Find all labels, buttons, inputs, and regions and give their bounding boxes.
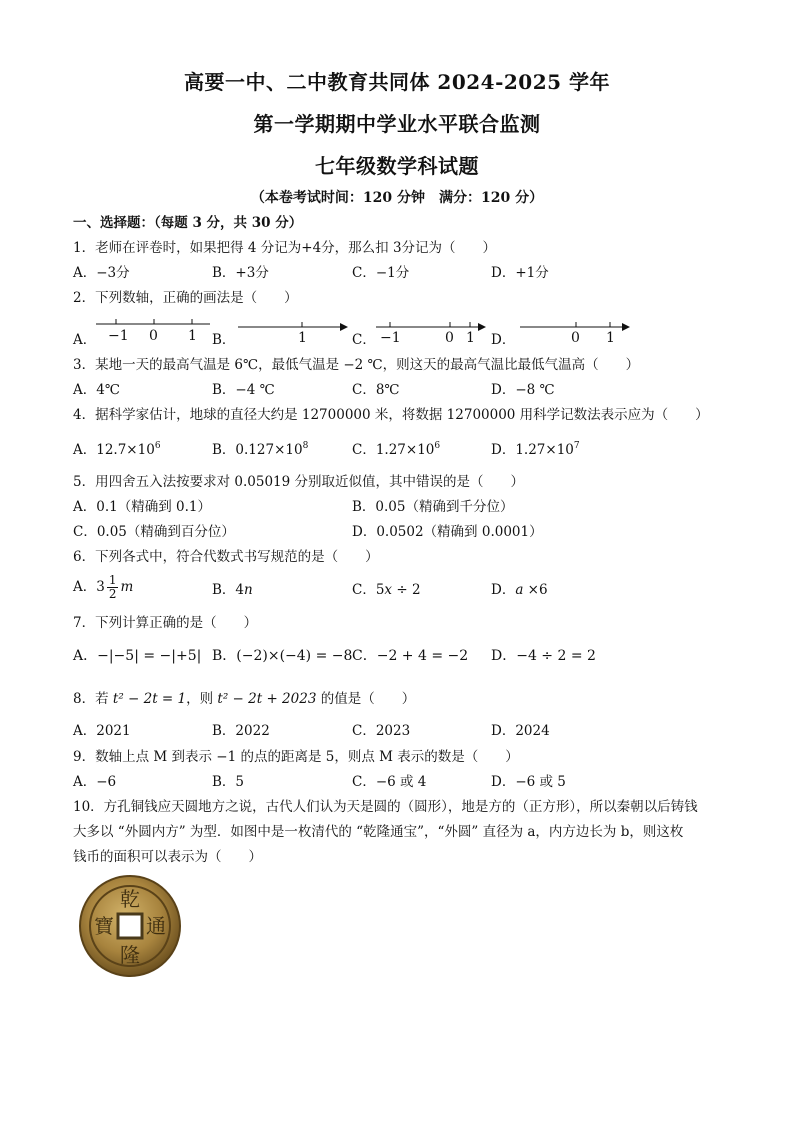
coin-char-left: 寶 [94, 914, 114, 938]
q8-mid: ，则 [186, 691, 218, 707]
number-line-c [374, 316, 490, 346]
q2-option-c[interactable]: C． [352, 332, 376, 348]
q6-option-d[interactable] [491, 581, 548, 599]
q3-option-d[interactable]: D．−8 ℃ [491, 382, 555, 398]
q4-c-base: C．1.27×10 [352, 442, 435, 458]
q2-stem: 2．下列数轴，正确的画法是（ ） [73, 290, 298, 306]
fraction-numerator: 1 [108, 573, 117, 587]
q6-b-var: n [244, 582, 253, 598]
q9-option-c[interactable]: C．−6 或 4 [352, 774, 427, 790]
q6-c-text: C．5 [352, 582, 385, 598]
fraction-denominator: 2 [108, 587, 117, 601]
q4-stem: 4．据科学家估计，地球的直径大约是 12700000 米，将数据 12700000 用科学记数法表示应为（ ） [73, 407, 709, 423]
coin-char-top: 乾 [120, 887, 140, 911]
q7-option-d[interactable]: D．−4 ÷ 2 = 2 [491, 648, 596, 664]
q7-stem: 7．下列计算正确的是（ ） [73, 615, 258, 631]
number-line-a [94, 316, 214, 346]
q2-option-a[interactable]: A． [73, 332, 97, 348]
section-heading: 一、选择题：（每题 3 分，共 30 分） [73, 215, 303, 231]
number-line-c-label: −1 [380, 330, 401, 346]
q1-option-c[interactable]: C．−1分 [352, 265, 410, 281]
q1-option-a[interactable]: A．−3分 [73, 265, 130, 281]
q6-option-a[interactable] [73, 572, 133, 602]
q10-stem-line2: 大多以 “外圆内方” 为型．如图中是一枚清代的 “乾隆通宝”，“外圆” 直径为 a，内方边长为 b，则这枚 [73, 824, 684, 840]
q4-c-exp: 6 [434, 441, 441, 451]
q4-d-base: D．1.27×10 [491, 442, 574, 458]
q8-suffix: 的值是（ ） [316, 691, 416, 707]
q2-option-d[interactable]: D． [491, 332, 516, 348]
number-line-a-label: 1 [188, 328, 197, 344]
q6-a-var: m [120, 579, 134, 595]
q4-b-exp: 8 [302, 441, 309, 451]
q5-option-a[interactable]: A．0.1（精确到 0.1） [73, 499, 211, 515]
q4-a-base: A．12.7×10 [73, 442, 155, 458]
q3-stem: 3．某地一天的最高气温是 6℃，最低气温是 −2 ℃，则这天的最高气温比最低气温高（ ） [73, 357, 640, 373]
q4-d-exp: 7 [573, 441, 580, 451]
number-line-b [236, 316, 352, 346]
number-line-d [518, 316, 634, 346]
q9-option-a[interactable]: A．−6 [73, 774, 117, 790]
q6-option-c[interactable] [352, 581, 421, 599]
number-line-d-label: 1 [606, 330, 615, 346]
q8-stem [73, 690, 415, 708]
q4-b-base: B．0.127×10 [212, 442, 303, 458]
number-line-a-label: −1 [108, 328, 129, 344]
number-line-c-label: 1 [466, 330, 475, 346]
q6-c-var: x [384, 582, 393, 598]
q8-option-b[interactable]: B．2022 [212, 723, 270, 739]
q6-c-rest: ÷ 2 [392, 582, 421, 598]
q1-stem: 1．老师在评卷时，如果把得 4 分记为+4分，那么扣 3分记为（ ） [73, 240, 497, 256]
q5-option-d[interactable]: D．0.0502（精确到 0.0001） [352, 524, 543, 540]
fraction [107, 574, 119, 601]
coin-char-right: 通 [146, 914, 166, 938]
q6-a-prefix: A．3 [73, 579, 105, 595]
q8-prefix: 8．若 [73, 691, 113, 707]
q8-option-a[interactable]: A．2021 [73, 723, 131, 739]
coin-char-bottom: 隆 [120, 943, 140, 967]
q6-d-var: a [515, 582, 524, 598]
q5-stem: 5．用四舍五入法按要求对 0.05019 分别取近似值，其中错误的是（ ） [73, 474, 524, 490]
q6-option-b[interactable] [212, 581, 253, 599]
q1-option-b[interactable]: B．+3分 [212, 265, 269, 281]
q9-stem: 9．数轴上点 M 到表示 −1 的点的距离是 5，则点 M 表示的数是（ ） [73, 749, 519, 765]
q5-option-b[interactable]: B．0.05（精确到千分位） [352, 499, 514, 515]
q5-option-c[interactable]: C．0.05（精确到百分位） [73, 524, 235, 540]
q4-option-d[interactable] [491, 441, 580, 459]
number-line-c-label: 0 [445, 330, 454, 346]
q7-option-a[interactable]: A．−|−5| = −|+5| [73, 648, 202, 664]
q9-option-d[interactable]: D．−6 或 5 [491, 774, 566, 790]
q8-equation: t² − 2t = 1 [112, 691, 187, 707]
q10-stem-line1: 10．方孔铜钱应天圆地方之说，古代人们认为天是圆的（圆形），地是方的（正方形），所以秦朝以后铸钱 [73, 799, 698, 815]
exam-info: （本卷考试时间：120 分钟 满分：120 分） [250, 190, 544, 206]
q10-stem-line3: 钱币的面积可以表示为（ ） [73, 849, 262, 865]
q9-option-b[interactable]: B．5 [212, 774, 245, 790]
q2-option-b[interactable]: B． [212, 332, 236, 348]
q6-b-text: B．4 [212, 582, 245, 598]
q4-option-a[interactable] [73, 441, 161, 459]
q7-option-c[interactable]: C．−2 + 4 = −2 [352, 648, 469, 664]
number-line-d-label: 0 [571, 330, 580, 346]
q3-option-c[interactable]: C．8℃ [352, 382, 400, 398]
title-exam: 第一学期期中学业水平联合监测 [253, 112, 541, 136]
q8-option-d[interactable]: D．2024 [491, 723, 550, 739]
qianlong-coin-image [78, 874, 182, 978]
title-school: 高要一中、二中教育共同体 2024-2025 学年 [183, 70, 611, 94]
q1-option-d[interactable]: D．+1分 [491, 265, 549, 281]
q3-option-b[interactable]: B．−4 ℃ [212, 382, 275, 398]
number-line-a-label: 0 [149, 328, 158, 344]
title-subject: 七年级数学科试题 [315, 154, 479, 178]
q8-expression: t² − 2t + 2023 [217, 691, 317, 707]
q4-option-b[interactable] [212, 441, 308, 459]
q6-d-rest: ×6 [523, 582, 548, 598]
q4-a-exp: 6 [154, 441, 161, 451]
q7-option-b[interactable]: B．(−2)×(−4) = −8 [212, 648, 353, 664]
q4-option-c[interactable] [352, 441, 440, 459]
number-line-b-label: 1 [298, 330, 307, 346]
q8-option-c[interactable]: C．2023 [352, 723, 411, 739]
q6-stem: 6．下列各式中，符合代数式书写规范的是（ ） [73, 549, 379, 565]
q6-d-text: D． [491, 582, 516, 598]
q3-option-a[interactable]: A．4℃ [73, 382, 120, 398]
